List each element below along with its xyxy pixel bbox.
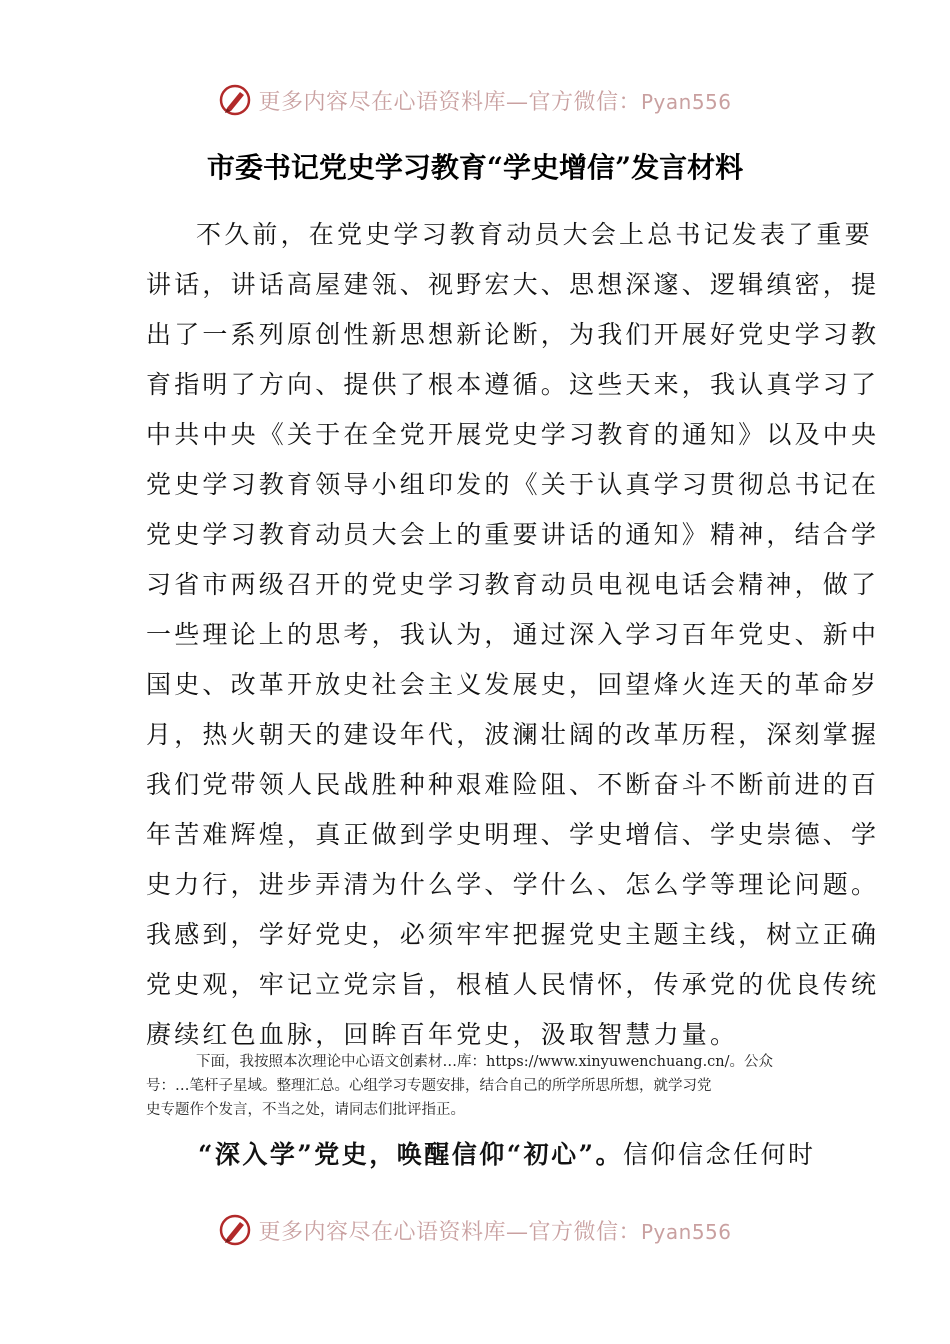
paragraph-line: 赓续红色血脉，回眸百年党史，汲取智慧力量。	[146, 1020, 739, 1049]
paragraph-line: 出了一系列原创性新思想新论断，为我们开展好党史学习教	[146, 320, 880, 349]
header-banner-separator: —	[505, 89, 529, 115]
note-line: 史专题作个发言，不当之处，请同志们批评指正。	[146, 1102, 465, 1118]
paragraph-line: 育指明了方向、提供了根本遵循。这些天来，我认真学习了	[146, 370, 880, 399]
header-banner-text	[258, 85, 731, 116]
footer-banner-label: 官方微信：	[528, 1219, 641, 1245]
section-heading-line	[146, 1130, 816, 1180]
paragraph-line: 党史学习教育动员大会上的重要讲话的通知》精神，结合学	[146, 520, 880, 549]
document-body	[146, 210, 880, 1060]
pen-logo-icon	[218, 1213, 252, 1247]
paragraph-line: 不久前，在党史学习教育动员大会上总书记发表了重要	[196, 220, 873, 249]
footer-banner	[0, 1210, 950, 1250]
footer-banner-text	[258, 1215, 731, 1246]
paragraph-line: 我们党带领人民战胜种种艰难险阻、不断奋斗不断前进的百	[146, 770, 880, 799]
paragraph-line: 国史、改革开放史社会主义发展史，回望烽火连天的革命岁	[146, 670, 880, 699]
paragraph-line: 我感到，学好党史，必须牢牢把握党史主题主线，树立正确	[146, 920, 880, 949]
pen-logo-icon	[218, 83, 252, 117]
section-heading: “深入学”党史，唤醒信仰“初心”。	[198, 1140, 624, 1169]
note-line: 下面，我按照本次理论中心语文创素材…库：https://www.xinyuwenchuang.cn/。公众	[196, 1054, 774, 1070]
paragraph-line: 月，热火朝天的建设年代，波澜壮阔的改革历程，深刻掌握	[146, 720, 880, 749]
paragraph-line: 讲话，讲话高屋建瓴、视野宏大、思想深邃、逻辑缜密，提	[146, 270, 880, 299]
paragraph-line: 党史观，牢记立党宗旨，根植人民情怀，传承党的优良传统	[146, 970, 880, 999]
paragraph-line: 党史学习教育领导小组印发的《关于认真学习贯彻总书记在	[146, 470, 880, 499]
footer-banner-wechat-id: Pyan556	[641, 1219, 732, 1244]
paragraph-line: 史力行，进步弄清为什么学、学什么、怎么学等理论问题。	[146, 870, 880, 899]
note-line: 号：…笔杆子星域。整理汇总。心组学习专题安排，结合自己的所学所思所想，就学习党	[146, 1078, 712, 1094]
section-text: 信仰信念任何时	[623, 1140, 816, 1169]
header-banner-wechat-id: Pyan556	[641, 89, 732, 114]
paragraph-line: 习省市两级召开的党史学习教育动员电视电话会精神，做了	[146, 570, 880, 599]
document-title: 市委书记党史学习教育“学史增信”发言材料	[206, 151, 744, 184]
header-banner-slogan: 更多内容尽在心语资料库	[258, 89, 506, 115]
paragraph-line: 中共中央《关于在全党开展党史学习教育的通知》以及中央	[146, 420, 880, 449]
footer-banner-separator: —	[505, 1219, 529, 1245]
header-banner-label: 官方微信：	[528, 89, 641, 115]
paragraph-line: 一些理论上的思考，我认为，通过深入学习百年党史、新中	[146, 620, 880, 649]
small-note	[146, 1050, 810, 1122]
header-banner	[0, 80, 950, 120]
paragraph-line: 年苦难辉煌，真正做到学史明理、学史增信、学史崇德、学	[146, 820, 880, 849]
footer-banner-slogan: 更多内容尽在心语资料库	[258, 1219, 506, 1245]
